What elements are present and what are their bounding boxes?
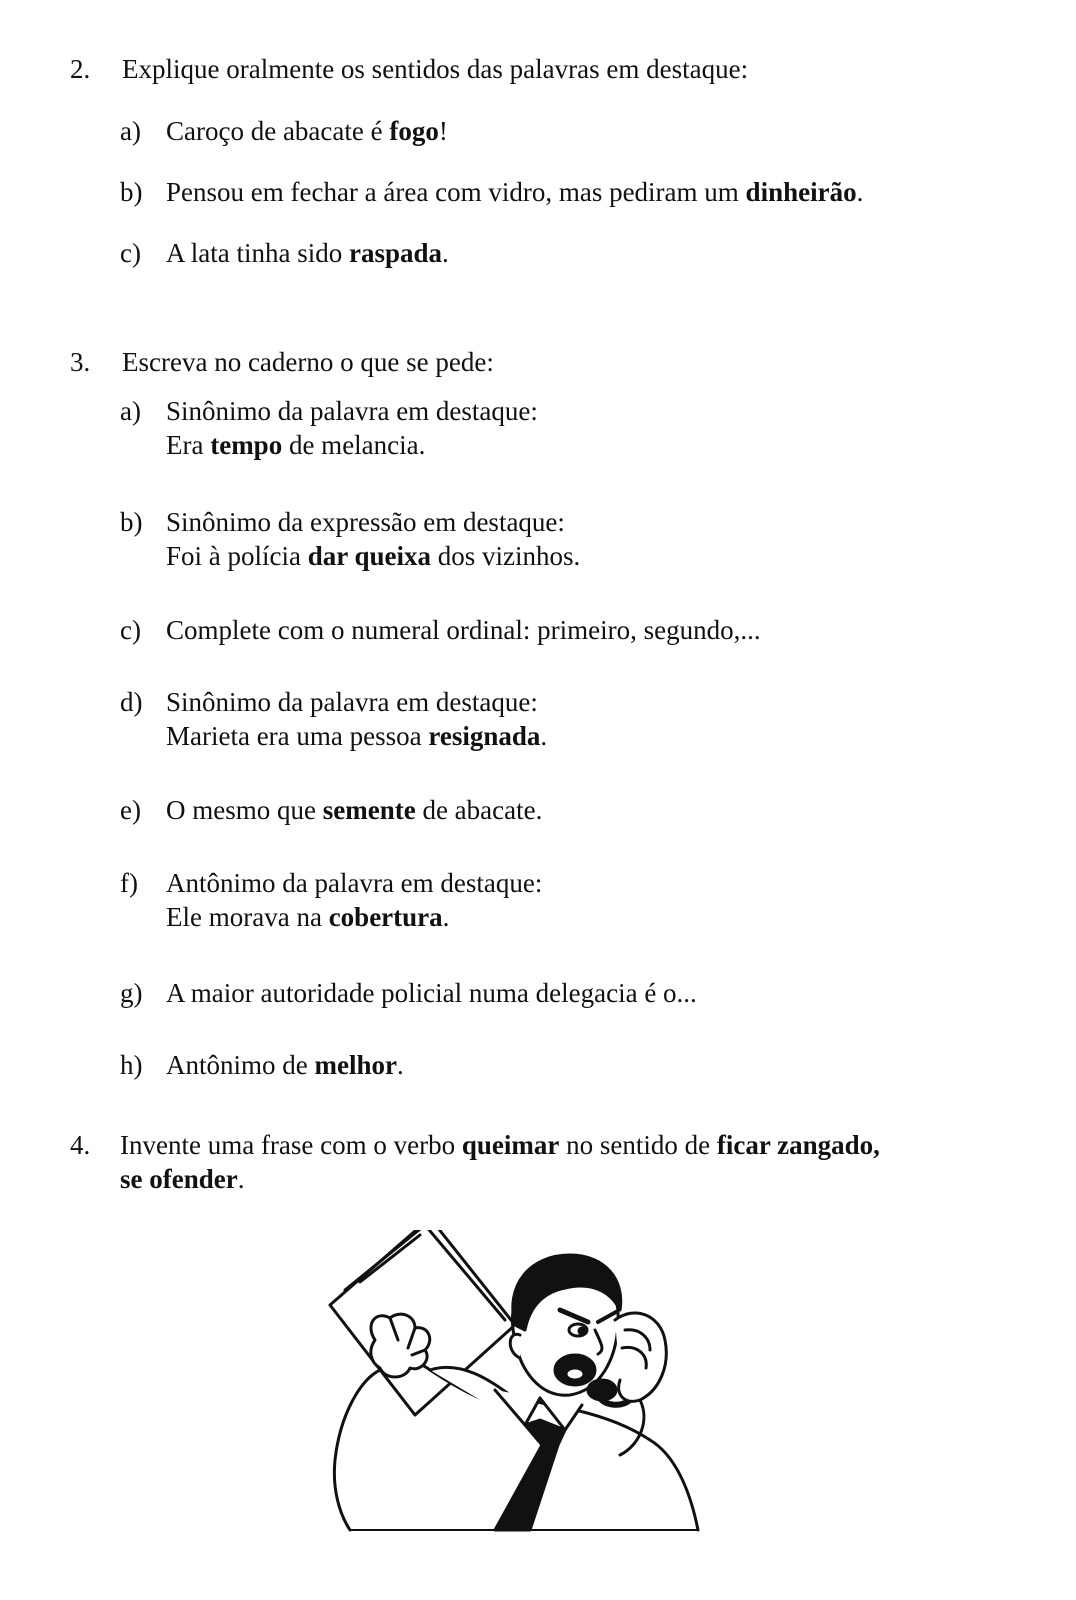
item-label: g) (120, 978, 143, 1008)
question-number: 3. (70, 347, 91, 377)
highlight-word: melhor (314, 1050, 397, 1080)
highlight-word: queimar (461, 1130, 560, 1160)
item-text: Foi à polícia (166, 541, 308, 571)
question-prompt: Escreva no caderno o que se pede: (122, 347, 494, 377)
q2-item-c (120, 236, 1020, 270)
item-text-end: de melancia. (282, 430, 426, 460)
item-text-end: de abacate. (415, 795, 543, 825)
item-instruction: Antônimo da palavra em destaque: (166, 868, 543, 898)
highlight-word: semente (322, 795, 416, 825)
question-prompt: Explique oralmente os sentidos das palavras em destaque: (122, 54, 749, 84)
q2-item-a (120, 114, 1020, 148)
angry-man-phone-icon (320, 1230, 720, 1550)
item-label: c) (120, 615, 141, 645)
item-label: a) (120, 116, 141, 146)
prompt-text-end: . (237, 1164, 245, 1194)
q3-item-h (120, 1048, 1020, 1082)
item-label: d) (120, 687, 143, 717)
item-instruction: Sinônimo da palavra em destaque: (166, 396, 538, 426)
q3-item-f (120, 866, 1020, 934)
highlight-word: fogo (389, 116, 439, 146)
q3-item-b (120, 505, 1020, 573)
item-text: Ele morava na (166, 902, 329, 932)
item-label: b) (120, 507, 143, 537)
item-text: O mesmo que (166, 795, 323, 825)
item-instruction: Sinônimo da expressão em destaque: (166, 507, 565, 537)
item-instruction: A maior autoridade policial numa delegacia é o... (166, 978, 697, 1008)
question-number: 4. (70, 1130, 91, 1160)
item-text: Antônimo de (166, 1050, 315, 1080)
question-2 (70, 52, 1050, 86)
question-4 (70, 1128, 1050, 1196)
item-text: Era (166, 430, 211, 460)
item-instruction: Sinônimo da palavra em destaque: (166, 687, 538, 717)
q3-item-d (120, 685, 1020, 753)
question-3 (70, 345, 1050, 379)
item-text-end: . (396, 1050, 404, 1080)
highlight-word: ficar zangado, (716, 1130, 880, 1160)
item-text: Pensou em fechar a área com vidro, mas pediram um (166, 177, 746, 207)
q3-item-a (120, 394, 1020, 462)
highlight-word: tempo (210, 430, 283, 460)
item-text-end: . (540, 721, 548, 751)
item-label: e) (120, 795, 141, 825)
item-instruction: Complete com o numeral ordinal: primeiro, segundo,... (166, 615, 761, 645)
question-number: 2. (70, 54, 91, 84)
item-text-end: . (442, 902, 450, 932)
highlight-word: dar queixa (307, 541, 432, 571)
q2-item-b (120, 175, 1020, 209)
highlight-word: se ofender (120, 1164, 238, 1194)
item-text-end: dos vizinhos. (431, 541, 581, 571)
item-text-end: . (442, 238, 449, 268)
item-text-end: . (856, 177, 864, 207)
prompt-text: Invente uma frase com o verbo (120, 1130, 462, 1160)
prompt-text: no sentido de (559, 1130, 717, 1160)
item-label: c) (120, 238, 141, 268)
item-label: h) (120, 1050, 143, 1080)
q3-item-e (120, 793, 1020, 827)
item-text: Marieta era uma pessoa (166, 721, 429, 751)
item-text-end: ! (438, 116, 448, 146)
highlight-word: cobertura (328, 902, 443, 932)
highlight-word: dinheirão (745, 177, 857, 207)
item-label: a) (120, 396, 141, 426)
item-label: b) (120, 177, 143, 207)
highlight-word: resignada (428, 721, 541, 751)
q3-item-g (120, 976, 1020, 1010)
question-prompt (120, 1128, 1050, 1196)
highlight-word: raspada (348, 238, 443, 268)
item-text: Caroço de abacate é (166, 116, 390, 146)
q3-item-c (120, 613, 1020, 647)
item-text: A lata tinha sido (166, 238, 349, 268)
item-label: f) (120, 868, 138, 898)
